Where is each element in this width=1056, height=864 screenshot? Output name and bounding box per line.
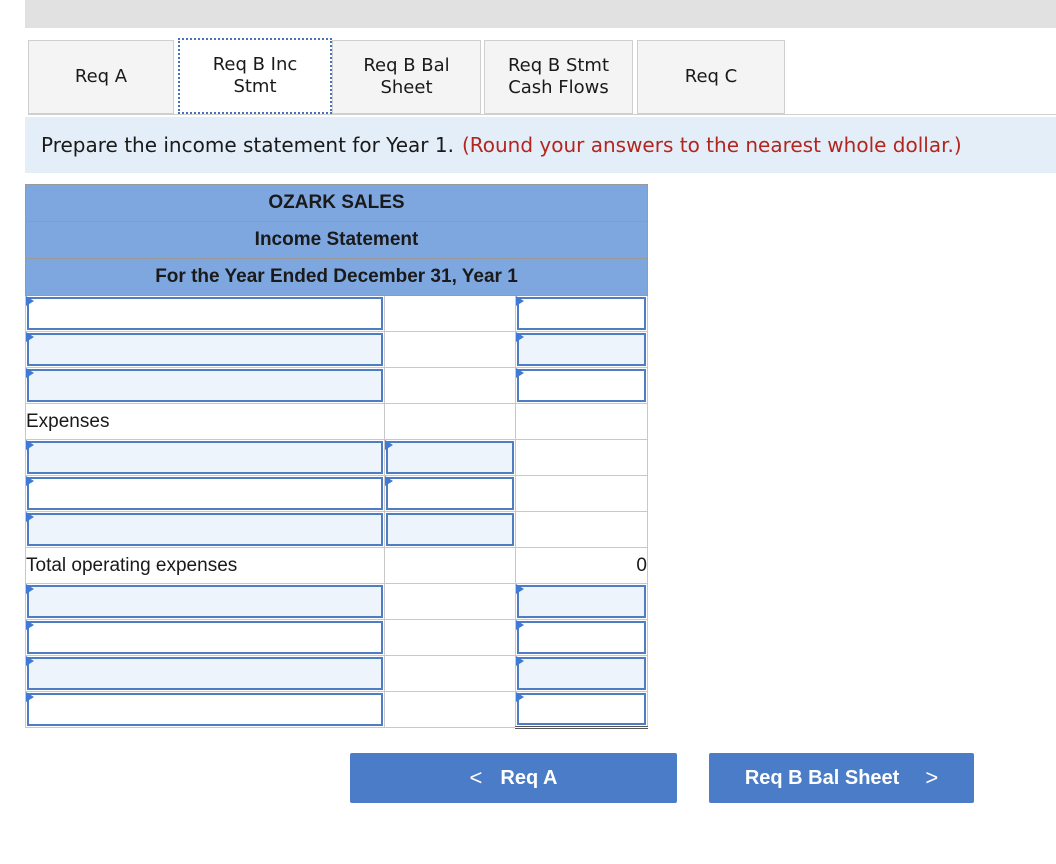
- tab-label: Req B Inc: [212, 54, 298, 75]
- expenses-label: Expenses: [26, 404, 385, 440]
- account-select[interactable]: [27, 369, 383, 402]
- dropdown-arrow-icon: [26, 368, 34, 378]
- table-row: [26, 440, 648, 476]
- account-select[interactable]: [27, 621, 383, 654]
- dropdown-arrow-icon: [26, 656, 34, 666]
- tab-label: Req C: [684, 66, 738, 87]
- table-row: [26, 476, 648, 512]
- table-row: [26, 620, 648, 656]
- expense-amount-input[interactable]: [386, 441, 514, 474]
- account-select[interactable]: [27, 333, 383, 366]
- account-select[interactable]: [27, 297, 383, 330]
- next-button-label: Req B Bal Sheet: [744, 766, 900, 789]
- amount-input[interactable]: [517, 693, 646, 725]
- tab-label: Cash Flows: [508, 77, 609, 98]
- table-row: [26, 548, 648, 584]
- dropdown-arrow-icon: [516, 656, 524, 666]
- tab-req-b-stmt-cash-flows[interactable]: [484, 40, 633, 114]
- table-row: [26, 296, 648, 332]
- instructions-banner: [25, 117, 1056, 173]
- expense-amount-input[interactable]: [386, 477, 514, 510]
- table-row: [26, 404, 648, 440]
- prev-req-a-button[interactable]: [350, 753, 677, 803]
- tab-divider: [28, 114, 1056, 115]
- dropdown-arrow-icon: [516, 584, 524, 594]
- statement-title: Income Statement: [26, 222, 648, 259]
- chevron-right-icon: >: [925, 765, 939, 790]
- table-row: [26, 332, 648, 368]
- tab-label: Stmt: [233, 76, 277, 97]
- expense-account-select[interactable]: [27, 477, 383, 510]
- table-row: [26, 584, 648, 620]
- amount-input[interactable]: [517, 333, 646, 366]
- rounding-note: (Round your answers to the nearest whole dollar.): [461, 133, 962, 157]
- dropdown-arrow-icon: [516, 332, 524, 342]
- chevron-left-icon: <: [469, 765, 483, 790]
- dropdown-arrow-icon: [26, 512, 34, 522]
- total-operating-expenses-label: Total operating expenses: [26, 548, 385, 584]
- instructions-text: Prepare the income statement for Year 1.: [41, 133, 454, 157]
- amount-input[interactable]: [517, 585, 646, 618]
- income-statement-table: [25, 184, 648, 729]
- account-select[interactable]: [27, 657, 383, 690]
- tab-label: Sheet: [380, 77, 433, 98]
- expense-amount-input[interactable]: [386, 513, 514, 546]
- company-name: OZARK SALES: [26, 185, 648, 222]
- table-row: [26, 512, 648, 548]
- dropdown-arrow-icon: [516, 368, 524, 378]
- table-row: [26, 368, 648, 404]
- next-req-b-bal-sheet-button[interactable]: [709, 753, 974, 803]
- top-bar: [25, 0, 1056, 28]
- tab-label: Req A: [74, 66, 128, 87]
- expense-account-select[interactable]: [27, 513, 383, 546]
- expense-account-select[interactable]: [27, 441, 383, 474]
- tab-label: Req B Stmt: [507, 55, 610, 76]
- statement-period: For the Year Ended December 31, Year 1: [26, 259, 648, 296]
- table-row: [26, 656, 648, 692]
- dropdown-arrow-icon: [26, 332, 34, 342]
- tab-req-b-bal-sheet[interactable]: [332, 40, 481, 114]
- dropdown-arrow-icon: [385, 440, 393, 450]
- tab-req-b-inc-stmt[interactable]: [178, 38, 332, 114]
- account-select[interactable]: [27, 585, 383, 618]
- dropdown-arrow-icon: [26, 584, 34, 594]
- dropdown-arrow-icon: [26, 476, 34, 486]
- dropdown-arrow-icon: [516, 296, 524, 306]
- table-row: [26, 692, 648, 728]
- tab-label: Req B Bal: [363, 55, 450, 76]
- dropdown-arrow-icon: [26, 440, 34, 450]
- tab-req-a[interactable]: [28, 40, 174, 114]
- account-select[interactable]: [27, 693, 383, 726]
- tab-req-c[interactable]: [637, 40, 785, 114]
- total-operating-expenses-value: 0: [515, 548, 647, 584]
- amount-input[interactable]: [517, 657, 646, 690]
- dropdown-arrow-icon: [26, 692, 34, 702]
- prev-button-label: Req A: [500, 766, 558, 789]
- dropdown-arrow-icon: [26, 296, 34, 306]
- dropdown-arrow-icon: [26, 620, 34, 630]
- dropdown-arrow-icon: [516, 692, 524, 702]
- amount-input[interactable]: [517, 369, 646, 402]
- dropdown-arrow-icon: [385, 476, 393, 486]
- amount-input[interactable]: [517, 621, 646, 654]
- dropdown-arrow-icon: [516, 620, 524, 630]
- amount-input[interactable]: [517, 297, 646, 330]
